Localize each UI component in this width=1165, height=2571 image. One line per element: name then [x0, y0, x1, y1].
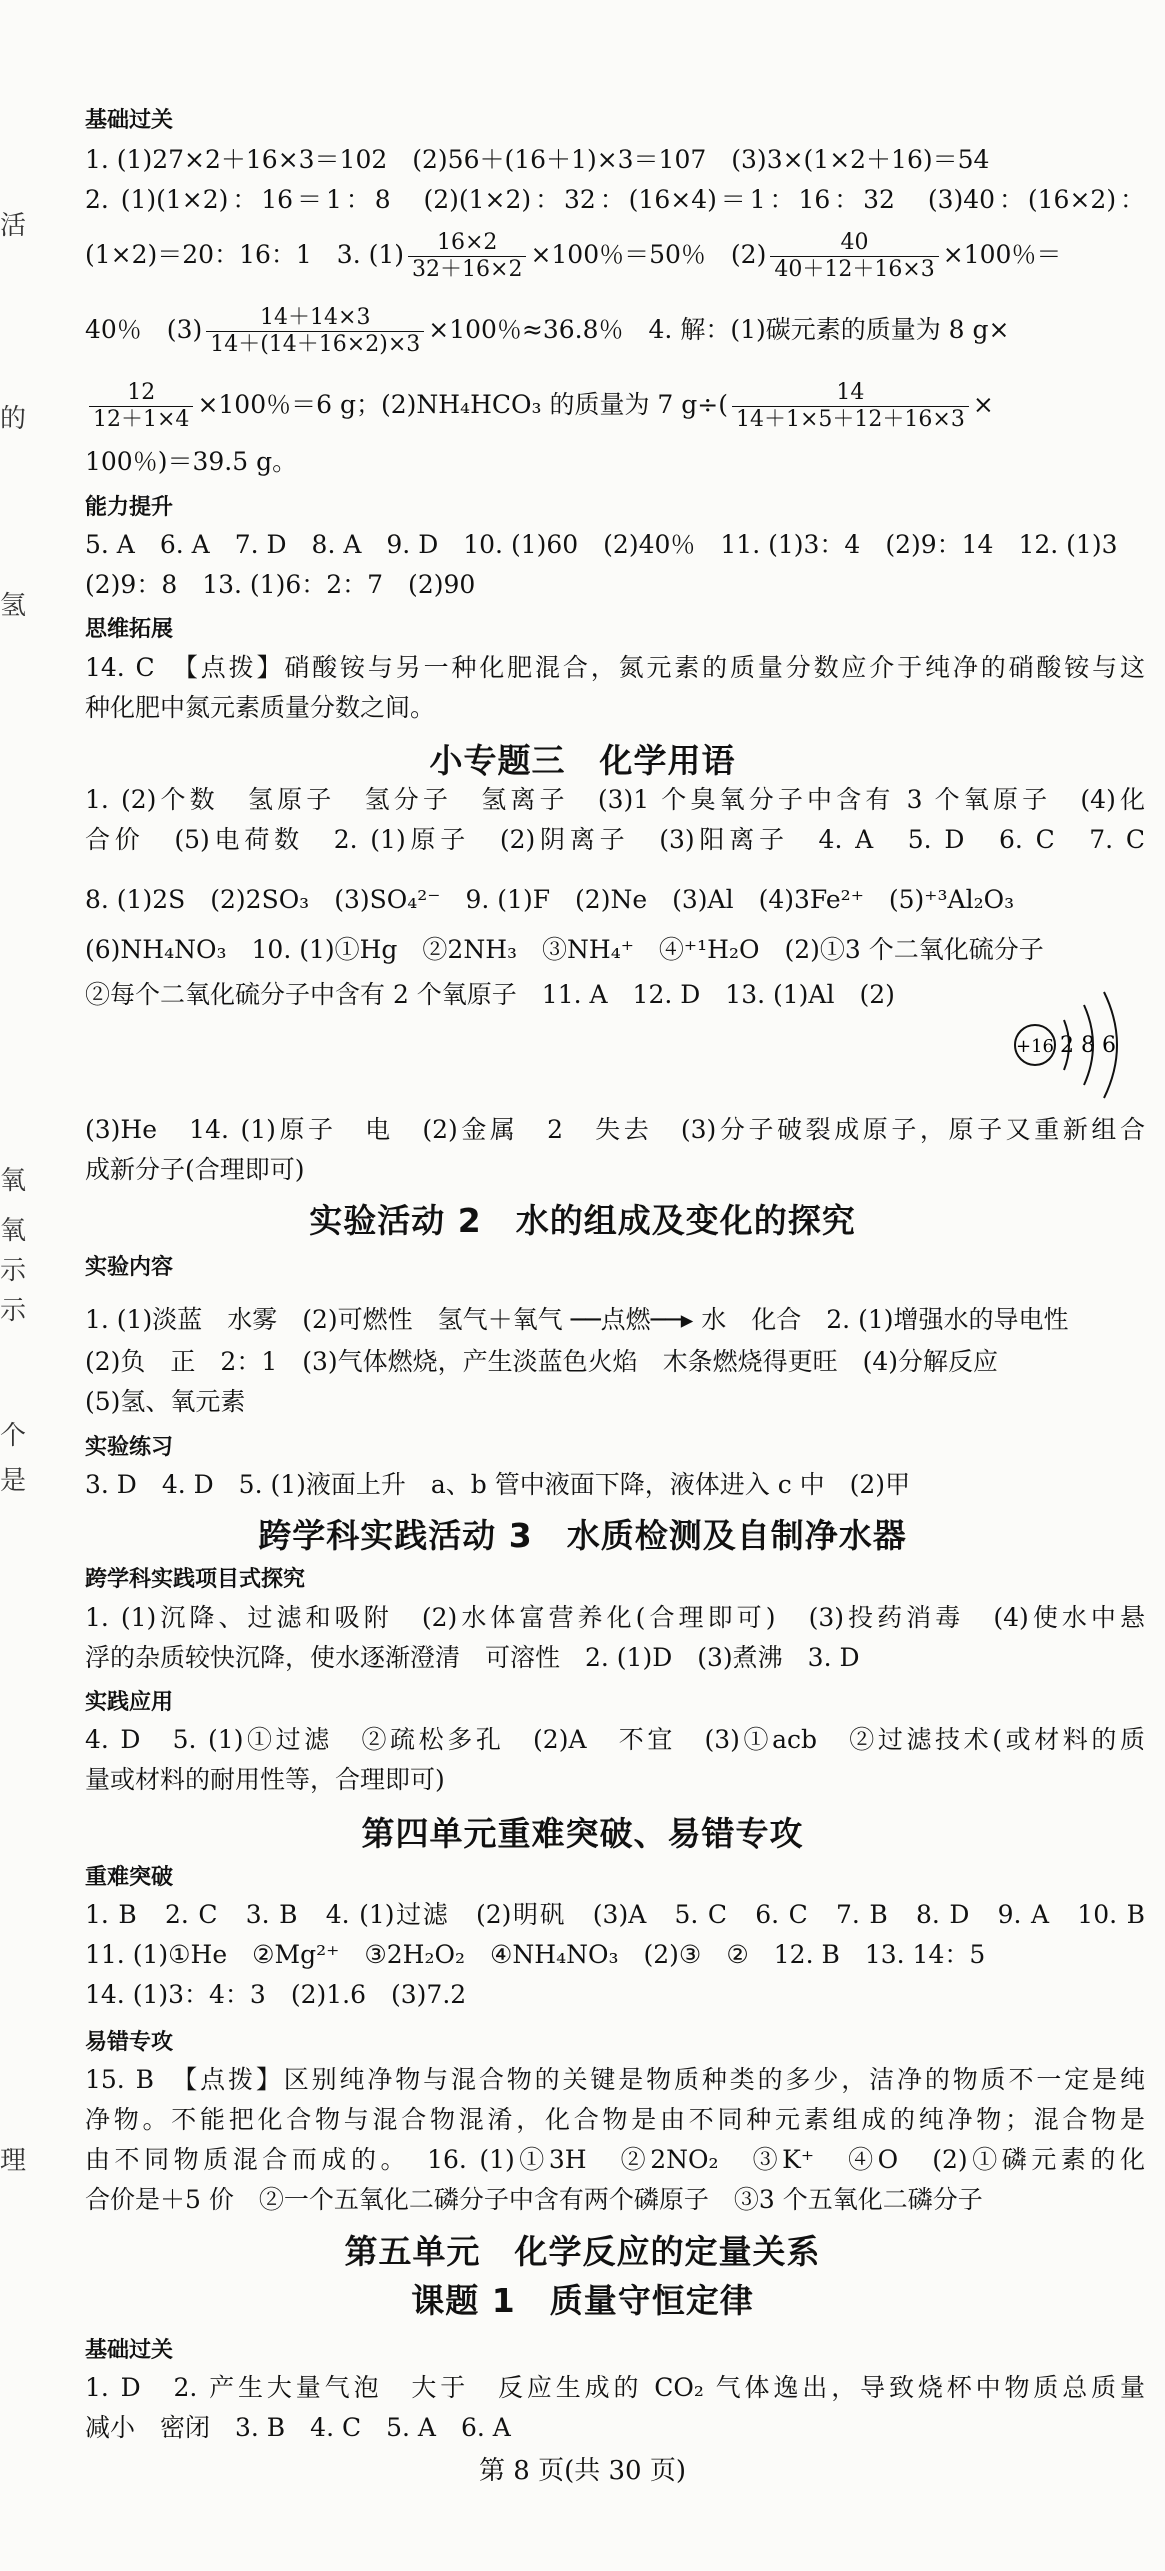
- answer-line: 量或材料的耐用性等，合理即可): [85, 1765, 445, 1794]
- answer-line: 1. (1)沉降、过滤和吸附 (2)水体富营养化(合理即可) (3)投药消毒 (4)使水中悬: [85, 1603, 1145, 1632]
- page-number: 第 8 页(共 30 页): [479, 2456, 686, 2486]
- edge-char: 个: [0, 1421, 27, 1451]
- chapter-title: 第四单元重难突破、易错专攻: [361, 1814, 804, 1853]
- edge-char: 示: [0, 1296, 27, 1326]
- fraction: [408, 230, 526, 283]
- section-heading: 重难突破: [85, 1865, 174, 1890]
- text: ×100％≈36.8％ 4. 解：(1)碳元素的质量为 8 g×: [428, 315, 1010, 344]
- answer-line: 成新分子(合理即可): [85, 1155, 305, 1184]
- denominator: 14＋(14＋16×2)×3: [210, 332, 421, 357]
- answer-line: 11. (1)①He ②Mg²⁺ ③2H₂O₂ ④NH₄NO₃ (2)③ ② 12. B 13. 14：5: [85, 1940, 986, 1969]
- numerator: 40: [770, 230, 938, 257]
- answer-line: 减小 密闭 3. B 4. C 5. A 6. A: [85, 2413, 511, 2442]
- section-heading: 思维拓展: [85, 617, 174, 642]
- chapter-title: 第五单元 化学反应的定量关系: [344, 2232, 821, 2271]
- answer-line: 15. B 【点拨】区别纯净物与混合物的关键是物质种类的多少，洁净的物质不一定是纯: [85, 2065, 1145, 2094]
- section-heading: 基础过关: [85, 108, 174, 133]
- text: ×: [972, 390, 994, 419]
- section-heading: 实践应用: [85, 1690, 174, 1715]
- section-heading: 基础过关: [85, 2338, 174, 2363]
- numerator: 16×2: [408, 230, 526, 257]
- edge-char: 氢: [0, 591, 27, 621]
- edge-char: 氧: [0, 1216, 27, 1246]
- atom-structure-diagram: [1000, 980, 1140, 1100]
- answer-line: 3. D 4. D 5. (1)液面上升 a、b 管中液面下降，液体进入 c 中 (2)甲: [85, 1470, 911, 1499]
- electron-counts: 2 8 6: [1060, 1033, 1116, 1058]
- numerator: 14: [732, 380, 969, 407]
- edge-char: 示: [0, 1256, 27, 1286]
- answer-line: [85, 305, 1145, 358]
- answer-line: 1. (1)27×2＋16×3＝102 (2)56＋(16＋1)×3＝107 (3)3×(1×2＋16)＝54: [85, 145, 990, 174]
- numerator: 12: [89, 380, 193, 407]
- edge-char: 氧: [0, 1166, 27, 1196]
- section-heading: 能力提升: [85, 495, 174, 520]
- answer-line: 1. (2)个数 氢原子 氢分子 氢离子 (3)1 个臭氧分子中含有 3 个氧原子 (4)化: [85, 785, 1145, 814]
- answer-line: (3)He 14. (1)原子 电 (2)金属 2 失去 (3)分子破裂成原子，原子又重新组合: [85, 1115, 1145, 1144]
- text: (1×2)＝20：16：1 3. (1): [85, 240, 405, 269]
- answer-line: 净物。不能把化合物与混合物混淆，化合物是由不同种元素组成的纯净物；混合物是: [85, 2105, 1145, 2134]
- section-heading: 实验练习: [85, 1435, 174, 1460]
- denominator: 32＋16×2: [412, 257, 523, 282]
- section-heading: 实验内容: [85, 1255, 174, 1280]
- lesson-title: 课题 1 质量守恒定律: [411, 2281, 754, 2320]
- answer-line: 合价是＋5 价 ②一个五氧化二磷分子中含有两个磷原子 ③3 个五氧化二磷分子: [85, 2185, 983, 2214]
- denominator: 12＋1×4: [93, 407, 190, 432]
- edge-char: 活: [0, 211, 27, 241]
- answer-line: 5. A 6. A 7. D 8. A 9. D 10. (1)60 (2)40％ 11. (1)3：4 (2)9：14 12. (1)3: [85, 530, 1118, 559]
- answer-line: 2. (1)(1×2)：16＝1：8 (2)(1×2)：32：(16×4)＝1：16：32 (3)40：(16×2)：: [85, 185, 1145, 214]
- answer-line: 1. D 2. 产生大量气泡 大于 反应生成的 CO₂ 气体逸出，导致烧杯中物质总质量: [85, 2373, 1145, 2402]
- section-heading: 跨学科实践项目式探究: [85, 1567, 306, 1592]
- text: ×100％＝6 g；(2)NH₄HCO₃ 的质量为 7 g÷(: [197, 390, 728, 419]
- fraction: [732, 380, 969, 433]
- answer-line: (2)负 正 2：1 (3)气体燃烧，产生淡蓝色火焰 木条燃烧得更旺 (4)分解反应: [85, 1347, 999, 1376]
- edge-char: 的: [0, 404, 27, 434]
- answer-line: (5)氢、氧元素: [85, 1387, 246, 1416]
- fraction: [206, 305, 424, 358]
- denominator: 14＋1×5＋12＋16×3: [735, 407, 965, 432]
- answer-line: (2)9：8 13. (1)6：2：7 (2)90: [85, 570, 476, 599]
- chapter-title: 小专题三 化学用语: [429, 741, 736, 780]
- edge-char: 理: [0, 2146, 27, 2176]
- text: ×100％＝50％ (2): [530, 240, 767, 269]
- nucleus-charge: +16: [1016, 1036, 1054, 1057]
- text: ×100％＝: [942, 240, 1062, 269]
- answer-line: 14. (1)3：4：3 (2)1.6 (3)7.2: [85, 1980, 467, 2009]
- answer-line: 由不同物质混合而成的。 16. (1)①3H ②2NO₂ ③K⁺ ④O (2)①磷元素的化: [85, 2145, 1145, 2174]
- answer-line: 种化肥中氮元素质量分数之间。: [85, 693, 436, 722]
- answer-line: [85, 230, 1145, 283]
- fraction: [89, 380, 193, 433]
- text: 40％ (3): [85, 315, 203, 344]
- section-heading: 易错专攻: [85, 2030, 174, 2055]
- answer-line: [85, 380, 1145, 433]
- answer-line: 1. (1)淡蓝 水雾 (2)可燃性 氢气＋氧气 ──点燃──▸ 水 化合 2. (1)增强水的导电性: [85, 1305, 1069, 1334]
- answer-line: 1. B 2. C 3. B 4. (1)过滤 (2)明矾 (3)A 5. C 6. C 7. B 8. D 9. A 10. B: [85, 1900, 1145, 1929]
- answer-line: 8. (1)2S (2)2SO₃ (3)SO₄²⁻ 9. (1)F (2)Ne (3)Al (4)3Fe²⁺ (5)⁺³Al₂O₃: [85, 885, 1015, 914]
- fraction: [770, 230, 938, 283]
- chapter-title: 跨学科实践活动 3 水质检测及自制净水器: [258, 1516, 907, 1555]
- numerator: 14＋14×3: [206, 305, 424, 332]
- denominator: 40＋12＋16×3: [774, 257, 935, 282]
- answer-line: 4. D 5. (1)①过滤 ②疏松多孔 (2)A 不宜 (3)①acb ②过滤技术(或材料的质: [85, 1725, 1145, 1754]
- edge-char: 是: [0, 1466, 27, 1496]
- answer-line: 浮的杂质较快沉降，使水逐渐澄清 可溶性 2. (1)D (3)煮沸 3. D: [85, 1643, 860, 1672]
- answer-line: ②每个二氧化硫分子中含有 2 个氧原子 11. A 12. D 13. (1)Al (2): [85, 980, 895, 1009]
- chapter-title: 实验活动 2 水的组成及变化的探究: [309, 1201, 856, 1240]
- answer-line: 14. C 【点拨】硝酸铵与另一种化肥混合，氮元素的质量分数应介于纯净的硝酸铵与这: [85, 653, 1145, 682]
- answer-line: (6)NH₄NO₃ 10. (1)①Hg ②2NH₃ ③NH₄⁺ ④⁺¹H₂O (2)①3 个二氧化硫分子: [85, 935, 1044, 964]
- answer-line: 100％)＝39.5 g。: [85, 447, 298, 476]
- answer-line: 合价 (5)电荷数 2. (1)原子 (2)阴离子 (3)阳离子 4. A 5. D 6. C 7. C: [85, 825, 1145, 854]
